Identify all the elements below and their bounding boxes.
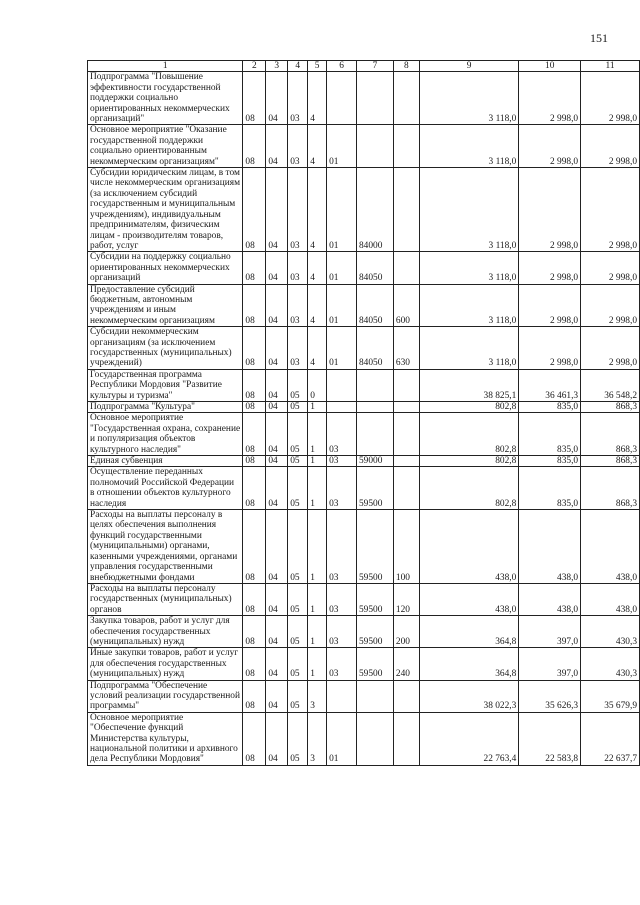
row-name-cell: Основное мероприятие "Оказание государственной поддержки социально ориентированным некоммерческим организациям" <box>88 125 243 168</box>
table-header-row <box>88 61 640 72</box>
amount-cell-11: 868,3 <box>581 413 640 456</box>
row-name-cell: Закупка товаров, работ и услуг для обеспечения государственных (муниципальных) нужд <box>88 616 243 648</box>
amount-cell-9: 438,0 <box>419 510 518 584</box>
code-cell-7: 59500 <box>356 510 393 584</box>
amount-cell-9: 364,8 <box>419 616 518 648</box>
amount-cell-10: 36 461,3 <box>519 369 581 401</box>
code-cell-3: 04 <box>266 583 288 615</box>
code-cell-7 <box>356 369 393 401</box>
code-cell-8 <box>393 125 419 168</box>
code-cell-5: 3 <box>308 680 327 712</box>
code-cell-7 <box>356 125 393 168</box>
code-cell-2: 08 <box>243 168 266 252</box>
code-cell-4: 03 <box>288 284 308 327</box>
amount-cell-11: 35 679,9 <box>581 680 640 712</box>
amount-cell-11: 2 998,0 <box>581 125 640 168</box>
code-cell-7: 59000 <box>356 456 393 467</box>
code-cell-7 <box>356 413 393 456</box>
code-cell-4: 05 <box>288 456 308 467</box>
table-row <box>88 583 640 615</box>
code-cell-4: 05 <box>288 616 308 648</box>
table-row <box>88 648 640 680</box>
code-cell-6: 03 <box>327 456 357 467</box>
code-cell-4: 03 <box>288 125 308 168</box>
table-row <box>88 413 640 456</box>
code-cell-3: 04 <box>266 648 288 680</box>
amount-cell-11: 438,0 <box>581 583 640 615</box>
code-cell-2: 08 <box>243 456 266 467</box>
code-cell-4: 05 <box>288 680 308 712</box>
amount-cell-9: 3 118,0 <box>419 125 518 168</box>
code-cell-7: 59500 <box>356 616 393 648</box>
table-row <box>88 616 640 648</box>
header-cell: 7 <box>356 61 393 72</box>
row-name-cell: Иные закупки товаров, работ и услуг для обеспечения государственных (муниципальных) нужд <box>88 648 243 680</box>
code-cell-2: 08 <box>243 125 266 168</box>
amount-cell-9: 38 825,1 <box>419 369 518 401</box>
amount-cell-9: 3 118,0 <box>419 72 518 125</box>
code-cell-2: 08 <box>243 369 266 401</box>
amount-cell-11: 2 998,0 <box>581 284 640 327</box>
code-cell-7: 84050 <box>356 284 393 327</box>
code-cell-3: 04 <box>266 616 288 648</box>
code-cell-5: 4 <box>308 72 327 125</box>
code-cell-4: 05 <box>288 712 308 765</box>
code-cell-5: 4 <box>308 284 327 327</box>
code-cell-2: 08 <box>243 327 266 370</box>
header-cell: 1 <box>88 61 243 72</box>
header-cell: 2 <box>243 61 266 72</box>
code-cell-3: 04 <box>266 125 288 168</box>
code-cell-2: 08 <box>243 648 266 680</box>
code-cell-8: 200 <box>393 616 419 648</box>
code-cell-3: 04 <box>266 284 288 327</box>
amount-cell-11: 868,3 <box>581 456 640 467</box>
code-cell-3: 04 <box>266 402 288 413</box>
amount-cell-9: 3 118,0 <box>419 327 518 370</box>
code-cell-3: 04 <box>266 252 288 284</box>
code-cell-2: 08 <box>243 616 266 648</box>
row-name-cell: Субсидии некоммерческим организациям (за исключением государственных (муниципальных) учреждений) <box>88 327 243 370</box>
amount-cell-9: 802,8 <box>419 467 518 510</box>
code-cell-4: 05 <box>288 402 308 413</box>
amount-cell-11: 868,3 <box>581 467 640 510</box>
amount-cell-10: 835,0 <box>519 413 581 456</box>
amount-cell-9: 802,8 <box>419 413 518 456</box>
code-cell-8: 240 <box>393 648 419 680</box>
code-cell-5: 1 <box>308 510 327 584</box>
code-cell-6: 01 <box>327 125 357 168</box>
code-cell-6: 03 <box>327 467 357 510</box>
row-name-cell: Государственная программа Республики Мордовия "Развитие культуры и туризма" <box>88 369 243 401</box>
code-cell-8 <box>393 168 419 252</box>
amount-cell-10: 22 583,8 <box>519 712 581 765</box>
code-cell-7 <box>356 712 393 765</box>
code-cell-8 <box>393 72 419 125</box>
header-cell: 5 <box>308 61 327 72</box>
code-cell-6: 01 <box>327 252 357 284</box>
amount-cell-9: 3 118,0 <box>419 252 518 284</box>
amount-cell-11: 2 998,0 <box>581 168 640 252</box>
header-cell: 10 <box>519 61 581 72</box>
table-row <box>88 72 640 125</box>
header-cell: 11 <box>581 61 640 72</box>
row-name-cell: Подпрограмма "Повышение эффективности государственной поддержки социально ориентированных некоммерческих организаций" <box>88 72 243 125</box>
code-cell-5: 3 <box>308 712 327 765</box>
row-name-cell: Субсидии юридическим лицам, в том числе некоммерческим организациям (за исключением субсидий государственным и муниципальным учреждениям), индивидуальным предпринимателям, физическим лицам - производителям товаров, работ, услуг <box>88 168 243 252</box>
table-row <box>88 252 640 284</box>
code-cell-8: 630 <box>393 327 419 370</box>
code-cell-8 <box>393 252 419 284</box>
code-cell-4: 05 <box>288 648 308 680</box>
code-cell-3: 04 <box>266 456 288 467</box>
code-cell-7: 84000 <box>356 168 393 252</box>
code-cell-5: 1 <box>308 456 327 467</box>
code-cell-6: 03 <box>327 648 357 680</box>
code-cell-7: 59500 <box>356 467 393 510</box>
amount-cell-11: 2 998,0 <box>581 252 640 284</box>
code-cell-5: 4 <box>308 125 327 168</box>
header-cell: 9 <box>419 61 518 72</box>
amount-cell-10: 2 998,0 <box>519 72 581 125</box>
table-row <box>88 369 640 401</box>
amount-cell-10: 2 998,0 <box>519 284 581 327</box>
amount-cell-10: 2 998,0 <box>519 168 581 252</box>
amount-cell-10: 835,0 <box>519 456 581 467</box>
amount-cell-10: 438,0 <box>519 583 581 615</box>
code-cell-5: 0 <box>308 369 327 401</box>
code-cell-4: 05 <box>288 413 308 456</box>
amount-cell-9: 802,8 <box>419 402 518 413</box>
code-cell-4: 03 <box>288 168 308 252</box>
amount-cell-9: 38 022,3 <box>419 680 518 712</box>
code-cell-2: 08 <box>243 72 266 125</box>
table-row <box>88 284 640 327</box>
code-cell-7 <box>356 72 393 125</box>
code-cell-5: 1 <box>308 648 327 680</box>
amount-cell-10: 835,0 <box>519 467 581 510</box>
table-row <box>88 680 640 712</box>
header-cell: 8 <box>393 61 419 72</box>
code-cell-4: 05 <box>288 583 308 615</box>
code-cell-2: 08 <box>243 402 266 413</box>
code-cell-8 <box>393 369 419 401</box>
code-cell-7: 84050 <box>356 327 393 370</box>
amount-cell-10: 397,0 <box>519 648 581 680</box>
code-cell-8 <box>393 467 419 510</box>
amount-cell-11: 430,3 <box>581 648 640 680</box>
code-cell-5: 1 <box>308 402 327 413</box>
header-cell: 3 <box>266 61 288 72</box>
code-cell-5: 4 <box>308 327 327 370</box>
code-cell-6: 01 <box>327 168 357 252</box>
table-row <box>88 510 640 584</box>
table-row <box>88 467 640 510</box>
amount-cell-10: 438,0 <box>519 510 581 584</box>
code-cell-6: 03 <box>327 583 357 615</box>
amount-cell-11: 22 637,7 <box>581 712 640 765</box>
code-cell-4: 05 <box>288 510 308 584</box>
code-cell-2: 08 <box>243 467 266 510</box>
code-cell-2: 08 <box>243 680 266 712</box>
code-cell-3: 04 <box>266 168 288 252</box>
code-cell-4: 05 <box>288 369 308 401</box>
code-cell-6: 01 <box>327 284 357 327</box>
amount-cell-10: 2 998,0 <box>519 252 581 284</box>
code-cell-3: 04 <box>266 467 288 510</box>
code-cell-6: 03 <box>327 510 357 584</box>
amount-cell-9: 3 118,0 <box>419 168 518 252</box>
amount-cell-11: 430,3 <box>581 616 640 648</box>
code-cell-7: 59500 <box>356 583 393 615</box>
code-cell-7 <box>356 402 393 413</box>
code-cell-8: 600 <box>393 284 419 327</box>
code-cell-5: 1 <box>308 583 327 615</box>
code-cell-8 <box>393 413 419 456</box>
code-cell-7: 84050 <box>356 252 393 284</box>
amount-cell-10: 35 626,3 <box>519 680 581 712</box>
code-cell-6: 01 <box>327 327 357 370</box>
table-row <box>88 168 640 252</box>
code-cell-6: 03 <box>327 413 357 456</box>
table-row <box>88 125 640 168</box>
code-cell-5: 1 <box>308 467 327 510</box>
amount-cell-11: 36 548,2 <box>581 369 640 401</box>
amount-cell-9: 438,0 <box>419 583 518 615</box>
code-cell-3: 04 <box>266 680 288 712</box>
code-cell-5: 1 <box>308 616 327 648</box>
code-cell-8 <box>393 712 419 765</box>
table-row <box>88 712 640 765</box>
amount-cell-9: 3 118,0 <box>419 284 518 327</box>
code-cell-6 <box>327 369 357 401</box>
code-cell-5: 1 <box>308 413 327 456</box>
row-name-cell: Предоставление субсидий бюджетным, автономным учреждениям и иным некоммерческим организациям <box>88 284 243 327</box>
code-cell-8: 100 <box>393 510 419 584</box>
code-cell-4: 05 <box>288 467 308 510</box>
code-cell-2: 08 <box>243 252 266 284</box>
amount-cell-11: 868,3 <box>581 402 640 413</box>
row-name-cell: Осуществление переданных полномочий Российской Федерации в отношении объектов культурного наследия <box>88 467 243 510</box>
code-cell-6 <box>327 680 357 712</box>
row-name-cell: Основное мероприятие "Государственная охрана, сохранение и популяризация объектов культурного наследия" <box>88 413 243 456</box>
table-row <box>88 402 640 413</box>
code-cell-7 <box>356 680 393 712</box>
amount-cell-10: 2 998,0 <box>519 327 581 370</box>
code-cell-2: 08 <box>243 284 266 327</box>
code-cell-8 <box>393 680 419 712</box>
code-cell-3: 04 <box>266 327 288 370</box>
code-cell-6: 01 <box>327 712 357 765</box>
amount-cell-9: 22 763,4 <box>419 712 518 765</box>
code-cell-5: 4 <box>308 252 327 284</box>
code-cell-2: 08 <box>243 413 266 456</box>
code-cell-3: 04 <box>266 413 288 456</box>
code-cell-2: 08 <box>243 510 266 584</box>
code-cell-6 <box>327 72 357 125</box>
amount-cell-11: 2 998,0 <box>581 327 640 370</box>
code-cell-4: 03 <box>288 72 308 125</box>
code-cell-8 <box>393 402 419 413</box>
header-cell: 4 <box>288 61 308 72</box>
row-name-cell: Подпрограмма "Культура" <box>88 402 243 413</box>
table-row <box>88 456 640 467</box>
code-cell-3: 04 <box>266 72 288 125</box>
budget-table <box>87 60 640 766</box>
row-name-cell: Расходы на выплаты персоналу в целях обеспечения выполнения функций государственными (муниципальными) органами, казенными учреждениями, органами управления государственными внебюджетными фондами <box>88 510 243 584</box>
row-name-cell: Субсидии на поддержку социально ориентированных некоммерческих организаций <box>88 252 243 284</box>
amount-cell-10: 835,0 <box>519 402 581 413</box>
code-cell-2: 08 <box>243 583 266 615</box>
row-name-cell: Подпрограмма "Обеспечение условий реализации государственной программы" <box>88 680 243 712</box>
code-cell-4: 03 <box>288 327 308 370</box>
code-cell-4: 03 <box>288 252 308 284</box>
amount-cell-10: 2 998,0 <box>519 125 581 168</box>
amount-cell-11: 2 998,0 <box>581 72 640 125</box>
code-cell-2: 08 <box>243 712 266 765</box>
header-cell: 6 <box>327 61 357 72</box>
code-cell-8 <box>393 456 419 467</box>
row-name-cell: Единая субвенция <box>88 456 243 467</box>
amount-cell-11: 438,0 <box>581 510 640 584</box>
amount-cell-10: 397,0 <box>519 616 581 648</box>
row-name-cell: Основное мероприятие "Обеспечение функций Министерства культуры, национальной политики и архивного дела Республики Мордовия" <box>88 712 243 765</box>
amount-cell-9: 802,8 <box>419 456 518 467</box>
code-cell-7: 59500 <box>356 648 393 680</box>
code-cell-3: 04 <box>266 510 288 584</box>
row-name-cell: Расходы на выплаты персоналу государственных (муниципальных) органов <box>88 583 243 615</box>
code-cell-5: 4 <box>308 168 327 252</box>
table-row <box>88 327 640 370</box>
amount-cell-9: 364,8 <box>419 648 518 680</box>
code-cell-6 <box>327 402 357 413</box>
code-cell-3: 04 <box>266 369 288 401</box>
code-cell-6: 03 <box>327 616 357 648</box>
page-number: 151 <box>590 31 608 45</box>
code-cell-8: 120 <box>393 583 419 615</box>
code-cell-3: 04 <box>266 712 288 765</box>
